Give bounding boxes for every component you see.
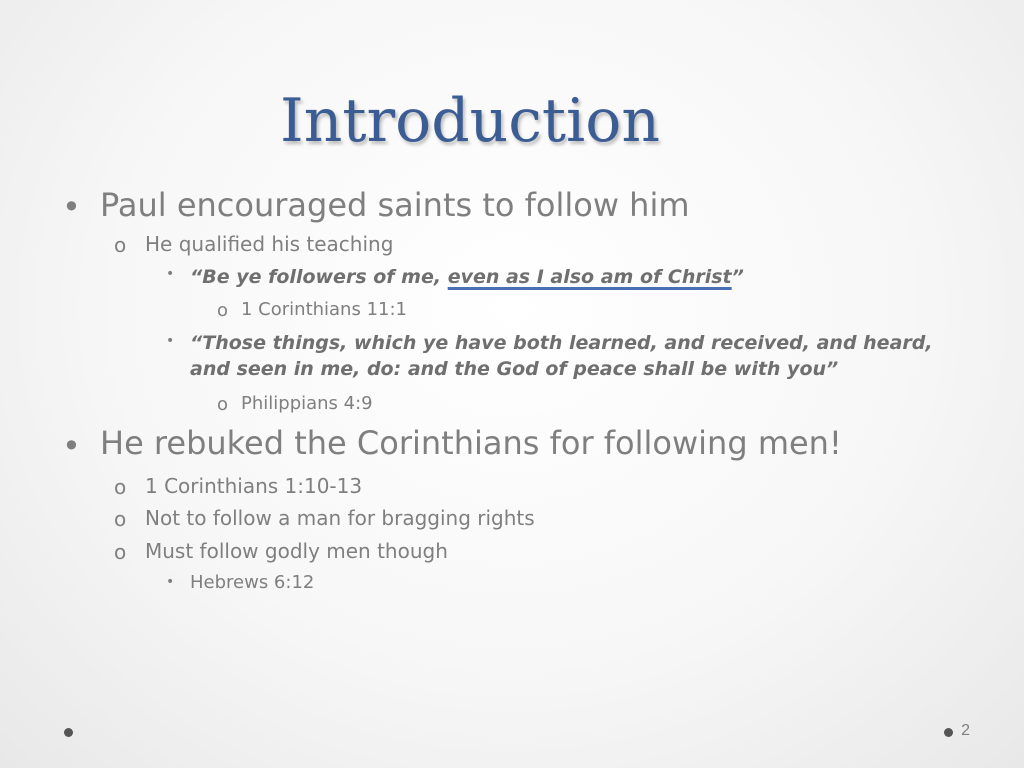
footer-left-dot [64, 728, 73, 737]
bullet-text: He rebuked the Corinthians for following men! [100, 424, 842, 462]
footer-right-dot [944, 728, 953, 737]
reference-marker: o [217, 394, 229, 415]
bullet-text: Paul encouraged saints to follow him [100, 186, 690, 224]
scripture-quote-line-2: and seen in me, do: and the God of peace shall be with you” [190, 358, 839, 380]
sub-sub-bullet-marker: • [166, 266, 175, 282]
page-number: 2 [961, 722, 970, 739]
scripture-quote [190, 266, 744, 288]
reference-marker: o [217, 300, 229, 321]
bullet-marker: • [62, 427, 81, 465]
bullet-marker: • [62, 188, 81, 226]
sub-bullet-text: Not to follow a man for bragging rights [145, 506, 535, 530]
sub-bullet-marker: o [114, 475, 127, 499]
scripture-reference: Philippians 4:9 [241, 393, 373, 414]
sub-bullet-marker: o [114, 507, 127, 531]
slide-title: Introduction [280, 86, 660, 156]
sub-sub-bullet-marker: • [166, 574, 175, 590]
sub-bullet-marker: o [114, 540, 127, 564]
sub-bullet-marker: o [114, 233, 127, 257]
scripture-quote-line-1: “Those things, which ye have both learned, and received, and heard, [190, 332, 933, 354]
scripture-reference: Hebrews 6:12 [190, 572, 315, 593]
quote-underlined-phrase: even as I also am of Christ [447, 266, 732, 288]
sub-bullet-text: He qualified his teaching [145, 232, 394, 256]
sub-bullet-text: Must follow godly men though [145, 539, 448, 563]
quote-close: ” [731, 266, 744, 288]
sub-bullet-text: 1 Corinthians 1:10-13 [145, 474, 363, 498]
scripture-reference: 1 Corinthians 11:1 [241, 299, 407, 320]
quote-open: “Be ye followers of me, [190, 266, 448, 288]
sub-sub-bullet-marker: • [166, 333, 175, 349]
